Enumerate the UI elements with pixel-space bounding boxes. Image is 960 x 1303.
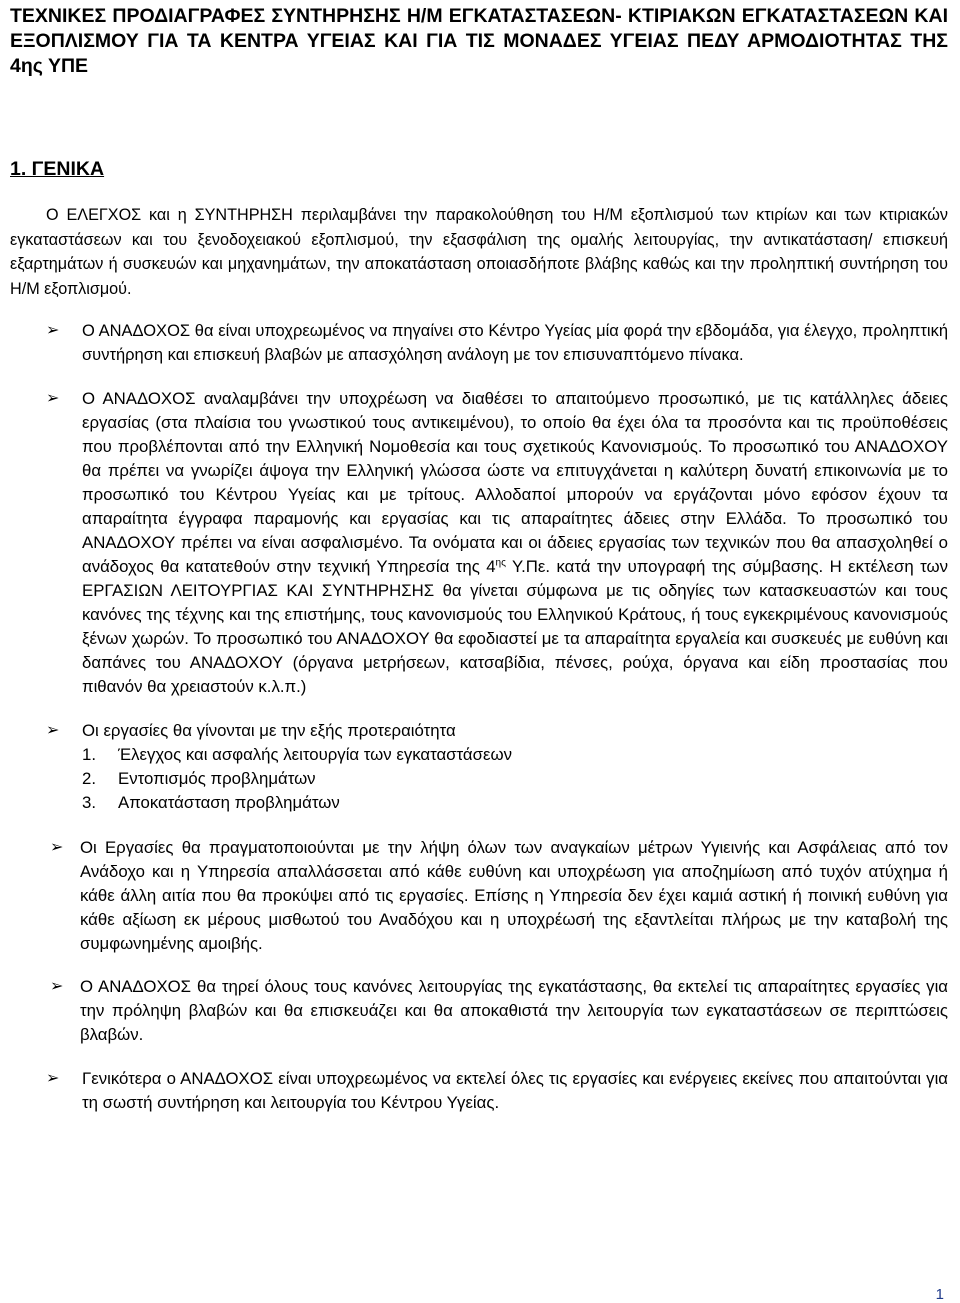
bullet-item [10, 319, 948, 367]
priority-list [82, 743, 948, 815]
bullet-text: Ο ΑΝΑΔΟΧΟΣ θα είναι υποχρεωμένος να πηγαίνει στο Κέντρο Υγείας μία φορά την εβδομάδα, για έλεγχο, προληπτική συντήρηση και επισκευή βλαβών με απασχόληση ανάλογη με τον επισυναπτόμενο πίνακα. [82, 322, 948, 364]
arrow-bullet-icon: ➢ [46, 1070, 60, 1087]
list-number: 3. [82, 793, 96, 812]
arrow-bullet-icon: ➢ [46, 322, 60, 339]
bullet-item [10, 387, 948, 699]
document-title: ΤΕΧΝΙΚΕΣ ΠΡΟΔΙΑΓΡΑΦΕΣ ΣΥΝΤΗΡΗΣΗΣ Η/Μ ΕΓΚΑΤΑΣΤΑΣΕΩΝ- ΚΤΙΡΙΑΚΩΝ ΕΓΚΑΤΑΣΤΑΣΕΩΝ ΚΑΙ ΕΞΟΠΛΙΣΜΟΥ ΓΙΑ ΤΑ ΚΕΝΤΡΑ ΥΓΕΙΑΣ ΚΑΙ ΓΙΑ ΤΙΣ ΜΟΝΑΔΕΣ ΥΓΕΙΑΣ ΠΕΔΥ ΑΡΜΟΔΙΟΤΗΤΑΣ ΤΗΣ 4ης ΥΠΕ [10, 5, 948, 77]
list-item-text: Εντοπισμός προβλημάτων [118, 769, 316, 788]
bullet-text: Ο ΑΝΑΔΟΧΟΣ αναλαμβάνει την υποχρέωση να διαθέσει το απαιτούμενο προσωπικό, με τις κατάλληλες άδειες εργασίας (στα πλαίσια του γνωστικού τους αντικειμένου), το οποίο θα έχει όλα τα προσόντα και τις προϋποθέσεις που προβλέπονται από την Ελληνική Νομοθεσία και τους σχετικούς Κανονισμούς. Το προσωπικό του ΑΝΑΔΟΧΟΥ θα πρέπει να γνωρίζει άψογα την Ελληνική γλώσσα ώστε να επιτυγχάνεται η καλύτερη δυνατή επικοινωνία με το προσωπικό του Κέντρου Υγείας και με τρίτους. Αλλοδαποί μπορούν να εργάζονται μόνο εφόσον έχουν τα απαραίτητα έγγραφα παραμονής και εργασίας και τις απαραίτητες άδειες στην Ελλάδα. Το προσωπικό του ΑΝΑΔΟΧΟΥ πρέπει να είναι ασφαλισμένο. Τα ονόματα και οι άδειες εργασίας των τεχνικών που θα απασχοληθεί ο ανάδοχος θα κατατεθούν στην τεχνική Υπηρεσία της 4 [82, 389, 948, 576]
bullet-text-continued: Υ.Πε. κατά την υπογραφή της σύμβασης. Η εκτέλεση των ΕΡΓΑΣΙΩΝ ΛΕΙΤΟΥΡΓΙΑΣ ΚΑΙ ΣΥΝΤΗΡΗΣΗΣ θα γίνεται σύμφωνα με τις οδηγίες των κατασκευαστών και τους κανόνες της τέχνης και της επιστήμης, τους κανονισμούς του Ελληνικού Κράτους, ή τους εγκεκριμένους κανονισμούς ξένων χωρών. Το προσωπικό του ΑΝΑΔΟΧΟΥ θα εφοδιαστεί με τα απαραίτητα εργαλεία και συσκευές με ευθύνη και δαπάνες του ΑΝΑΔΟΧΟΥ (όργανα μετρήσεων, κατσαβίδια, πένσες, ρούχα, όργανα και είδη προστασίας που πιθανόν θα χρειαστούν κ.λ.π.) [82, 557, 948, 696]
list-item [82, 791, 948, 815]
section-heading: 1. ΓΕΝΙΚΑ [10, 158, 105, 180]
page-number: 1 [935, 1286, 944, 1303]
list-number: 1. [82, 745, 96, 764]
list-item [82, 743, 948, 767]
bullet-text: Οι εργασίες θα γίνονται με την εξής προτεραιότητα [82, 721, 456, 740]
list-number: 2. [82, 769, 96, 788]
list-item-text: Έλεγχος και ασφαλής λειτουργία των εγκαταστάσεων [118, 745, 512, 764]
bullet-text: Ο ΑΝΑΔΟΧΟΣ θα τηρεί όλους τους κανόνες λειτουργίας της εγκατάστασης, θα εκτελεί τις απαραίτητες εργασίες για την πρόληψη βλαβών και θα επισκευάζει και θα αποκαθιστά την λειτουργία των εγκαταστάσεων σε περιπτώσεις βλαβών. [80, 977, 948, 1044]
bullet-item [10, 836, 948, 956]
bullet-text: Γενικότερα ο ΑΝΑΔΟΧΟΣ είναι υποχρεωμένος να εκτελεί όλες τις εργασίες και ενέργειες εκείνες που απαιτούνται για τη σωστή συντήρηση και λειτουργία του Κέντρου Υγείας. [82, 1069, 948, 1112]
intro-paragraph: Ο ΕΛΕΓΧΟΣ και η ΣΥΝΤΗΡΗΣΗ περιλαμβάνει την παρακολούθηση του Η/Μ εξοπλισμού των κτιρίων και των κτιριακών εγκαταστάσεων και του ξενοδοχειακού εξοπλισμού, την εξασφάλιση της ομαλής λειτουργίας, την αντικατάσταση/ επισκευή εξαρτημάτων ή συσκευών και μηχανημάτων, την αποκατάσταση οποιασδήποτε βλάβης καθώς και την προληπτική συντήρηση του Η/Μ εξοπλισμού. [10, 206, 948, 298]
document-page [10, 0, 948, 1115]
superscript: ης [495, 557, 506, 569]
list-item-text: Αποκατάσταση προβλημάτων [118, 793, 340, 812]
arrow-bullet-icon: ➢ [50, 839, 64, 856]
bullet-item [10, 719, 948, 815]
arrow-bullet-icon: ➢ [46, 722, 60, 739]
arrow-bullet-icon: ➢ [46, 390, 60, 407]
bullet-text: Οι Εργασίες θα πραγματοποιούνται με την λήψη όλων των αναγκαίων μέτρων Υγιεινής και Ασφάλειας από τον Ανάδοχο και η Υπηρεσία απαλλάσσεται από κάθε ευθύνη και υποχρέωση για αποζημίωση από τυχόν ατύχημα ή κάθε άλλη αιτία που θα προκύψει από τις εργασίες. Επίσης η Υπηρεσία δεν έχει καμιά αστική ή ποινική ευθύνη για κάθε αξίωση εκ μέρους μισθωτού του Αναδόχου και η υποχρέωσή της εξαντλείται πλήρως με την καταβολή της συμφωνημένης αμοιβής. [80, 838, 948, 953]
bullet-item [10, 975, 948, 1047]
arrow-bullet-icon: ➢ [50, 978, 64, 995]
list-item [82, 767, 948, 791]
bullet-item [10, 1067, 948, 1115]
